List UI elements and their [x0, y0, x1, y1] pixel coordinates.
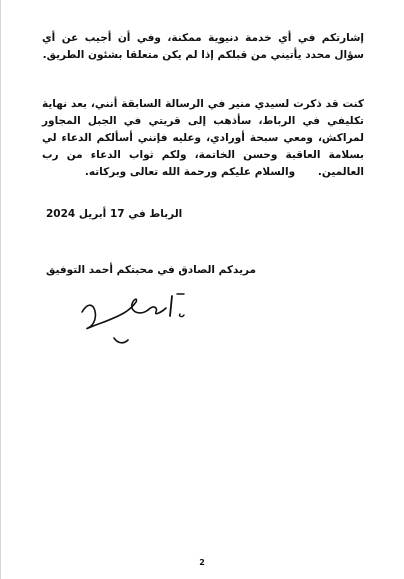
letter-closing-greeting: والسلام عليكم ورحمة الله تعالى وبركاته. — [84, 166, 296, 178]
page-number: 2 — [199, 558, 205, 567]
letter-sign-off: مريدكم الصادق في محبتكم أحمد التوفيق — [46, 264, 257, 276]
letter-paragraph-2: كنت قد ذكرت لسيدي منير في الرسالة السابقة أنني، بعد نهاية تكليفي في الرباط، سأذهب إلى قريتي في الجبل المجاور لمراكش، ومعي سبحة أورادي، وعليه فإنني أسألكم الدعاء لي بسلامة العاقبة وحسن الخاتمة، ولكم ثواب الدعاء من رب العالمين. — [42, 98, 364, 178]
letter-paragraph-1: إشارتكم في أي خدمة دنيوية ممكنة، وفي أن أجيب عن أي سؤال محدد يأتيني من قبلكم إذا لم يكن متعلقا بشئون الطريق. — [42, 32, 364, 61]
handwritten-signature — [74, 282, 194, 352]
page-edge — [0, 0, 1, 579]
letter-date-line: الرباط في 17 أبريل 2024 — [46, 208, 183, 220]
